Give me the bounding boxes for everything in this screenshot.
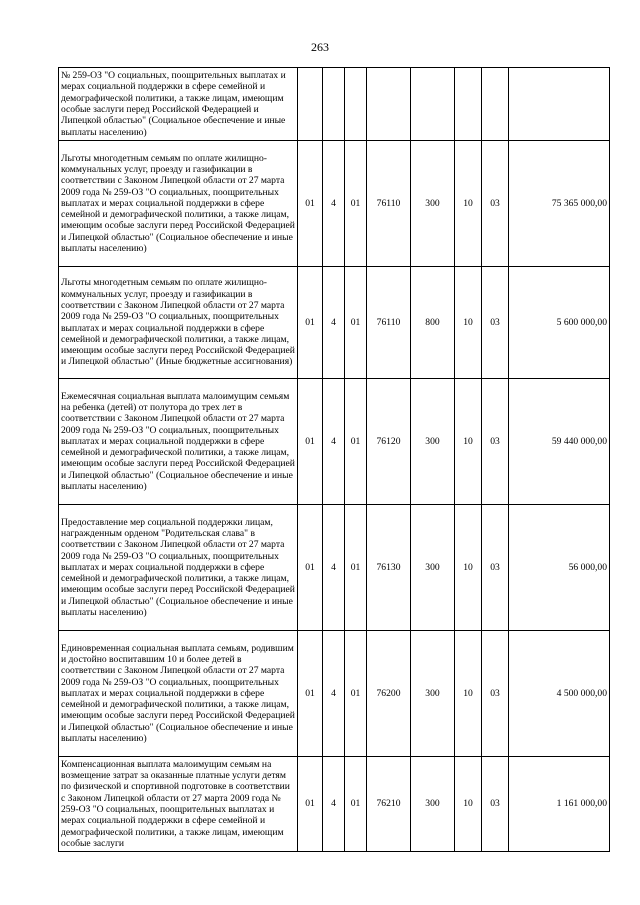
amount: 1 161 000,00: [509, 757, 610, 852]
row-description: Единовременная социальная выплата семьям, родившим и достойно воспитавшим 10 и более детей в соответствии с Законом Липецкой области от 27 марта 2009 года № 259-ОЗ "О социальных, поощрительных выплатах и мерах социальной поддержки в сфере семейной и демографической политики, а также лицам, имеющим особые заслуги перед Российской Федерацией и Липецкой областью" (Социальное обеспечение и иные выплаты населению): [59, 631, 298, 757]
program-code: 01: [298, 267, 323, 379]
activity-code: 01: [345, 757, 367, 852]
row-description: Льготы многодетным семьям по оплате жилищно-коммунальных услуг, проезду и газификации в соответствии с Законом Липецкой области от 27 марта 2009 года № 259-ОЗ "О социальных, поощрительных выплатах и мерах социальной поддержки в сфере семейной и демографической политики, а также лицам, имеющим особые заслуги перед Российской Федерацией и Липецкой областью" (Иные бюджетные ассигнования): [59, 267, 298, 379]
amount: 56 000,00: [509, 505, 610, 631]
page-number: 263: [311, 40, 329, 54]
activity-code: 01: [345, 505, 367, 631]
section-code: 10: [455, 505, 482, 631]
subsection-code: 03: [482, 379, 509, 505]
expense-type-code: [411, 68, 455, 141]
program-code: 01: [298, 505, 323, 631]
amount: 59 440 000,00: [509, 379, 610, 505]
subprogram-code: 4: [323, 379, 345, 505]
expense-type-code: 300: [411, 757, 455, 852]
section-code: 10: [455, 631, 482, 757]
subprogram-code: 4: [323, 757, 345, 852]
amount: 75 365 000,00: [509, 141, 610, 267]
section-code: 10: [455, 267, 482, 379]
budget-table: [58, 67, 610, 852]
expense-type-code: 300: [411, 505, 455, 631]
subsection-code: 03: [482, 505, 509, 631]
table-row: [59, 267, 610, 379]
row-description: Предоставление мер социальной поддержки лицам, награжденным орденом "Родительская слава" в соответствии с Законом Липецкой области от 27 марта 2009 года № 259-ОЗ "О социальных, поощрительных выплатах и мерах социальной поддержки в сфере семейной и демографической политики, а также лицам, имеющим особые заслуги перед Российской Федерацией и Липецкой областью" (Социальное обеспечение и иные выплаты населению): [59, 505, 298, 631]
table-row: [59, 141, 610, 267]
table-row: [59, 631, 610, 757]
program-code: 01: [298, 141, 323, 267]
direction-code: [367, 68, 411, 141]
activity-code: 01: [345, 379, 367, 505]
row-description: Льготы многодетным семьям по оплате жилищно-коммунальных услуг, проезду и газификации в соответствии с Законом Липецкой области от 27 марта 2009 года № 259-ОЗ "О социальных, поощрительных выплатах и мерах социальной поддержки в сфере семейной и демографической политики, а также лицам, имеющим особые заслуги перед Российской Федерацией и Липецкой областью" (Социальное обеспечение и иные выплаты населению): [59, 141, 298, 267]
activity-code: 01: [345, 267, 367, 379]
program-code: 01: [298, 757, 323, 852]
subprogram-code: 4: [323, 631, 345, 757]
program-code: 01: [298, 631, 323, 757]
amount: 4 500 000,00: [509, 631, 610, 757]
direction-code: 76200: [367, 631, 411, 757]
activity-code: [345, 68, 367, 141]
subprogram-code: 4: [323, 505, 345, 631]
subprogram-code: 4: [323, 267, 345, 379]
activity-code: 01: [345, 631, 367, 757]
subsection-code: 03: [482, 267, 509, 379]
subprogram-code: 4: [323, 141, 345, 267]
section-code: 10: [455, 379, 482, 505]
expense-type-code: 300: [411, 141, 455, 267]
subsection-code: 03: [482, 757, 509, 852]
subprogram-code: [323, 68, 345, 141]
expense-type-code: 800: [411, 267, 455, 379]
subsection-code: [482, 68, 509, 141]
expense-type-code: 300: [411, 379, 455, 505]
direction-code: 76110: [367, 267, 411, 379]
section-code: 10: [455, 141, 482, 267]
table-row: [59, 379, 610, 505]
row-description: Ежемесячная социальная выплата малоимущим семьям на ребенка (детей) от полутора до трех лет в соответствии с Законом Липецкой области от 27 марта 2009 года № 259-ОЗ "О социальных, поощрительных выплатах и мерах социальной поддержки в сфере семейной и демографической политики, а также лицам, имеющим особые заслуги перед Российской Федерацией и Липецкой областью" (Социальное обеспечение и иные выплаты населению): [59, 379, 298, 505]
activity-code: 01: [345, 141, 367, 267]
row-description: № 259-ОЗ "О социальных, поощрительных выплатах и мерах социальной поддержки в сфере семейной и демографической политики, а также лицам, имеющим особые заслуги перед Российской Федерацией и Липецкой областью" (Социальное обеспечение и иные выплаты населению): [59, 68, 298, 141]
amount: [509, 68, 610, 141]
table-row: [59, 757, 610, 852]
section-code: [455, 68, 482, 141]
program-code: [298, 68, 323, 141]
section-code: 10: [455, 757, 482, 852]
direction-code: 76120: [367, 379, 411, 505]
direction-code: 76110: [367, 141, 411, 267]
subsection-code: 03: [482, 631, 509, 757]
subsection-code: 03: [482, 141, 509, 267]
program-code: 01: [298, 379, 323, 505]
expense-type-code: 300: [411, 631, 455, 757]
amount: 5 600 000,00: [509, 267, 610, 379]
table-row: [59, 68, 610, 141]
direction-code: 76130: [367, 505, 411, 631]
direction-code: 76210: [367, 757, 411, 852]
table-row: [59, 505, 610, 631]
row-description: Компенсационная выплата малоимущим семьям на возмещение затрат за оказанные платные услуги детям по физической и спортивной подготовке в соответствии с Законом Липецкой области от 27 марта 2009 года № 259-ОЗ "О социальных, поощрительных выплатах и мерах социальной поддержки в сфере семейной и демографической политики, а также лицам, имеющим особые заслуги: [59, 757, 298, 852]
